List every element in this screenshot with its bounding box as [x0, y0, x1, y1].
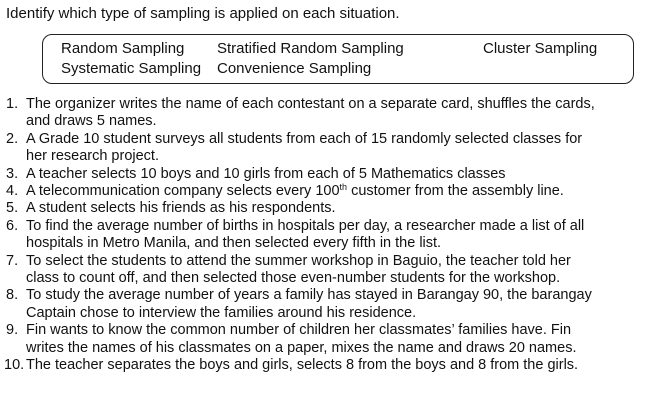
situation-item-10 [6, 357, 658, 374]
situation-item-5 [6, 200, 658, 217]
situation-item-6 [6, 218, 658, 253]
item-text-line: her research project. [26, 148, 159, 165]
item-text-part: customer from the assembly line. [347, 183, 564, 200]
item-number: 7. [6, 252, 19, 269]
item-number: 6. [6, 217, 19, 234]
situation-item-1 [6, 96, 658, 131]
item-text-line: Fin wants to know the common number of children her classmates’ families have. Fin [26, 322, 572, 339]
item-text-line: Captain chose to interview the families around his residence. [26, 304, 417, 321]
item-text-line: A teacher selects 10 boys and 10 girls from each of 5 Mathematics classes [26, 165, 506, 182]
item-text-line: class to count off, and then selected those even-number students for the workshop. [26, 270, 561, 287]
situation-item-9 [6, 322, 658, 357]
choice-random-sampling: Random Sampling [61, 40, 185, 57]
item-number: 1. [6, 96, 19, 112]
situation-list [6, 96, 658, 375]
choice-systematic-sampling: Systematic Sampling [61, 60, 202, 77]
situation-item-2 [6, 131, 658, 166]
item-text-line: To select the students to attend the summer workshop in Baguio, the teacher told her [26, 252, 571, 269]
item-number: 3. [6, 165, 19, 182]
item-text-part: A telecommunication company selects every 100 [26, 183, 340, 200]
situation-item-7 [6, 253, 658, 288]
item-number: 8. [6, 287, 19, 304]
item-text-line: The teacher separates the boys and girls, selects 8 from the boys and 8 from the girls. [26, 357, 579, 374]
choice-cluster-sampling: Cluster Sampling [483, 40, 598, 57]
choices-box [42, 34, 634, 84]
item-number: 5. [6, 200, 19, 217]
choice-convenience-sampling: Convenience Sampling [217, 60, 372, 77]
item-text-line: To find the average number of births in hospitals per day, a researcher made a list of all [26, 217, 585, 234]
item-text-line: To study the average number of years a family has stayed in Barangay 90, the barangay [26, 287, 592, 304]
situation-item-8 [6, 287, 658, 322]
item-text-line: hospitals in Metro Manila, and then selected every fifth in the list. [26, 235, 442, 252]
item-number: 2. [6, 130, 19, 147]
ordinal-suffix: th [339, 182, 348, 193]
item-text-line: writes the names of his classmates on a paper, mixes the name and draws 20 names. [26, 339, 577, 356]
item-text-line: The organizer writes the name of each contestant on a separate card, shuffles the cards, [26, 96, 595, 112]
item-text-line: A student selects his friends as his respondents. [26, 200, 336, 217]
instruction-text: Identify which type of sampling is applied on each situation. [6, 5, 400, 22]
choice-stratified-random-sampling: Stratified Random Sampling [217, 40, 404, 57]
situation-item-3 [6, 166, 658, 183]
item-text-line: A Grade 10 student surveys all students from each of 15 randomly selected classes for [26, 130, 583, 147]
situation-item-4 [6, 183, 658, 200]
item-text-line [26, 183, 658, 200]
item-number: 10. [4, 357, 25, 374]
item-number: 4. [6, 183, 19, 200]
item-text-line: and draws 5 names. [26, 113, 157, 130]
item-number: 9. [6, 322, 19, 339]
